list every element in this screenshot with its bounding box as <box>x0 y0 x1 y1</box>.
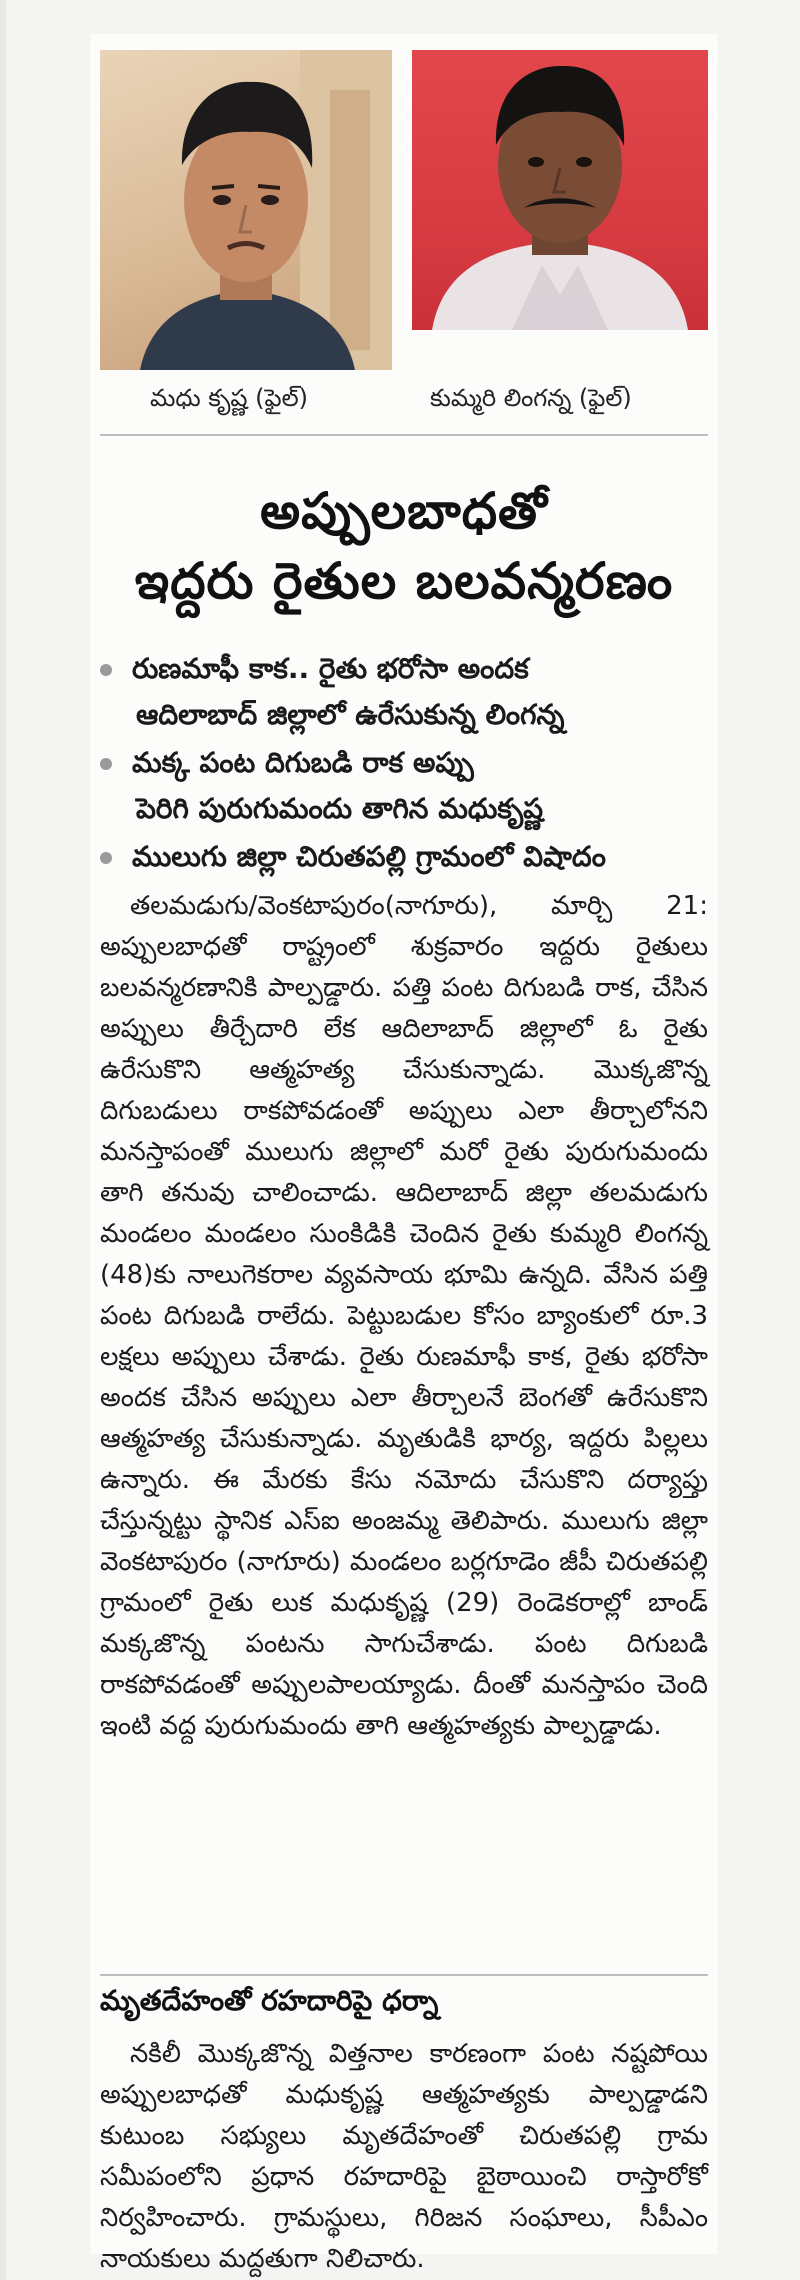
bullet-text: మక్క పంట దిగుబడి రాక అప్పు <box>132 746 474 779</box>
divider <box>100 1974 708 1976</box>
bullet-item-1-continued: ఆదిలాబాద్ జిల్లాలో ఉరేసుకున్న లింగన్న <box>136 698 565 731</box>
bullet-dot-icon <box>100 758 112 770</box>
article-paragraph-1: తలమడుగు/వెంకటాపురం(నాగూరు), మార్చి 21: అప్పులబాధతో రాష్ట్రంలో శుక్రవారం ఇద్దరు రైతులు బలవన్మరణానికి పాల్పడ్డారు. పత్తి పంట దిగుబడి రాక, చేసిన అప్పులు తీర్చేదారి లేక ఆదిలాబాద్ జిల్లాలో ఓ రైతు ఉరేసుకొని ఆత్మహత్య చేసుకున్నాడు. మొక్కజొన్న దిగుబడులు రాకపోవడంతో అప్పులు ఎలా తీర్చాలోనని మనస్తాపంతో ములుగు జిల్లాలో మరో రైతు పురుగుమందు తాగి తనువు చాలించాడు. ఆదిలాబాద్ జిల్లా తలమడుగు మండలం మండలం సుంకిడికి చెందిన రైతు కుమ్మరి లింగన్న (48)కు నాలుగెకరాల వ్యవసాయ భూమి ఉన్నది. వేసిన పత్తి పంట దిగుబడి రాలేదు. పెట్టుబడుల కోసం బ్యాంకులో రూ.3 లక్షలు అప్పులు చేశాడు. రైతు రుణమాఫీ కాక, రైతు భరోసా అందక చేసిన అప్పులు ఎలా తీర్చాలనే బెంగతో ఉరేసుకొని ఆత్మహత్య చేసుకున్నాడు. మృతుడికి భార్య, ఇద్దరు పిల్లలు ఉన్నారు. ఈ మేరకు కేసు నమోదు చేసుకొని దర్యాప్తు చేస్తున్నట్టు స్థానిక ఎస్‌ఐ అంజమ్మ తెలిపారు. ములుగు జిల్లా వెంకటాపురం (నాగూరు) మండలం బర్లగూడెం జీపీ చిరుతపల్లి గ్రామంలో రైతు లుక మధుకృష్ణ (29) రెండెకరాల్లో బాండ్ మక్కజొన్న పంటను సాగుచేశాడు. పంట దిగుబడి రాకపోవడంతో అప్పులపాలయ్యాడు. దీంతో మనస్తాపం చెంది ఇంటి వద్ద పురుగుమందు తాగి ఆత్మహత్యకు పాల్పడ్డాడు. <box>100 891 708 1741</box>
photo-kummari-linganna <box>412 50 708 330</box>
bullet-dot-icon <box>100 664 112 676</box>
bullet-dot-icon <box>100 852 112 864</box>
article-subheading: మృతదేహంతో రహదారిపై ధర్నా <box>100 1984 439 2017</box>
bullet-text: రుణమాఫీ కాక.. రైతు భరోసా అందక <box>132 652 529 685</box>
newspaper-clipping <box>90 34 718 2274</box>
photo-madhu-krishna <box>100 50 392 370</box>
bullet-text: ములుగు జిల్లా చిరుతపల్లి గ్రామంలో విషాదం <box>132 840 606 873</box>
photo-caption-left: మధు కృష్ణ (ఫైల్) <box>150 384 308 412</box>
divider <box>100 434 708 436</box>
article-paragraph-2: నకిలీ మొక్కజొన్న విత్తనాల కారణంగా పంట నష్టపోయి అప్పులబాధతో మధుకృష్ణ ఆత్మహత్యకు పాల్పడ్డాడని కుటుంబ సభ్యులు మృతదేహంతో చిరుతపల్లి గ్రామ సమీపంలోని ప్రధాన రహదారిపై బైఠాయించి రాస్తారోకో నిర్వహించారు. గ్రామస్థులు, గిరిజన సంఘాలు, సీపీఎం నాయకులు మద్దతుగా నిలిచారు. <box>100 2039 708 2274</box>
page-margin <box>0 0 6 2280</box>
bullet-item-1 <box>100 652 529 692</box>
bullet-item-2-continued: పెరిగి పురుగుమందు తాగిన మధుకృష్ణ <box>136 792 544 825</box>
portrait-man-moustache-icon <box>412 50 708 330</box>
bullet-item-2 <box>100 746 474 786</box>
photo-caption-right: కుమ్మరి లింగన్న (ఫైల్) <box>430 384 632 412</box>
portrait-young-man-icon <box>100 50 392 370</box>
headline-line-1: అప్పులబాధతో <box>260 482 548 540</box>
headline-line-2: ఇద్దరు రైతుల బలవన్మరణం <box>134 552 674 610</box>
bullet-item-3 <box>100 840 606 880</box>
